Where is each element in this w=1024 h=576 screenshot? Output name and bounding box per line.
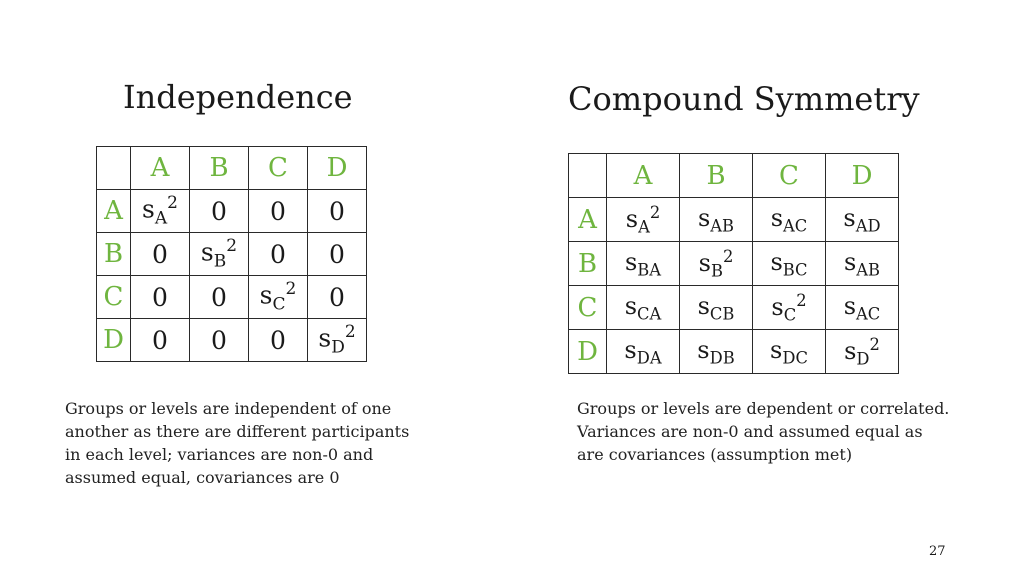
cell-superscript: 2 xyxy=(344,322,356,343)
independence-caption xyxy=(65,397,435,489)
matrix-cell xyxy=(308,233,367,276)
matrix-cell xyxy=(826,198,899,242)
table-row xyxy=(97,276,367,319)
caption-line: in each level; variances are non-0 and xyxy=(65,445,374,464)
column-header: A xyxy=(131,147,190,190)
column-header: C xyxy=(249,147,308,190)
cell-symbol: 0 xyxy=(152,239,168,269)
cell-subscript: B xyxy=(710,261,723,281)
column-header: D xyxy=(826,154,899,198)
matrix-cell xyxy=(680,286,753,330)
cell-subscript: AB xyxy=(710,216,735,236)
column-header: B xyxy=(680,154,753,198)
row-header: D xyxy=(97,319,131,362)
matrix-cell xyxy=(131,276,190,319)
row-header: B xyxy=(569,242,607,286)
table-row xyxy=(569,198,899,242)
cell-superscript: 2 xyxy=(869,334,880,354)
cell-symbol: s xyxy=(259,280,273,310)
caption-line: Groups or levels are dependent or correlated. xyxy=(577,399,950,418)
cell-superscript: 2 xyxy=(796,290,807,310)
caption-line: are covariances (assumption met) xyxy=(577,445,853,464)
cell-symbol: s xyxy=(770,203,784,232)
cell-symbol: s xyxy=(624,291,638,320)
row-header: C xyxy=(569,286,607,330)
matrix-cell xyxy=(249,190,308,233)
compound-symmetry-caption xyxy=(577,397,977,466)
cell-symbol: s xyxy=(624,247,638,276)
cell-symbol: 0 xyxy=(270,196,286,226)
cell-subscript: AC xyxy=(856,304,881,324)
table-row xyxy=(569,242,899,286)
caption-line: assumed equal, covariances are 0 xyxy=(65,468,340,487)
cell-symbol: s xyxy=(625,204,639,233)
cell-symbol: s xyxy=(771,292,784,321)
matrix-cell xyxy=(190,319,249,362)
row-header: D xyxy=(569,330,607,374)
cell-symbol: 0 xyxy=(329,239,345,269)
matrix-cell xyxy=(308,190,367,233)
cell-subscript: CB xyxy=(709,304,735,324)
column-header: D xyxy=(308,147,367,190)
table-row xyxy=(569,286,899,330)
matrix-cell xyxy=(753,330,826,374)
cell-symbol: s xyxy=(624,335,637,364)
cell-symbol: 0 xyxy=(329,282,345,312)
row-header: A xyxy=(569,198,607,242)
matrix-cell xyxy=(753,286,826,330)
cell-superscript: 2 xyxy=(285,279,297,300)
cell-subscript: C xyxy=(783,305,797,325)
cell-symbol: 0 xyxy=(211,325,227,355)
table-row xyxy=(97,233,367,276)
matrix-cell xyxy=(826,242,899,286)
corner-cell xyxy=(97,147,131,190)
matrix-cell xyxy=(249,233,308,276)
row-header: A xyxy=(97,190,131,233)
cell-superscript: 2 xyxy=(722,246,734,266)
cell-symbol: s xyxy=(843,203,856,232)
page-number: 27 xyxy=(929,544,946,559)
cell-superscript: 2 xyxy=(649,202,661,222)
caption-line: another as there are different participants xyxy=(65,422,410,441)
corner-cell xyxy=(569,154,607,198)
cell-subscript: A xyxy=(154,208,168,229)
cell-superscript: 2 xyxy=(167,193,178,214)
cell-symbol: 0 xyxy=(152,325,168,355)
cell-symbol: s xyxy=(844,336,857,365)
independence-matrix xyxy=(96,146,367,362)
header-row xyxy=(97,147,367,190)
cell-symbol: 0 xyxy=(152,282,168,312)
cell-symbol: s xyxy=(770,247,783,276)
cell-symbol: s xyxy=(697,291,710,320)
independence-title: Independence xyxy=(123,78,353,116)
cell-symbol: s xyxy=(697,335,710,364)
cell-symbol: s xyxy=(770,335,783,364)
cell-superscript: 2 xyxy=(226,236,238,257)
matrix-cell xyxy=(190,190,249,233)
matrix-cell xyxy=(680,198,753,242)
caption-line: Groups or levels are independent of one xyxy=(65,399,392,418)
matrix-cell xyxy=(607,330,680,374)
matrix-cell xyxy=(680,242,753,286)
matrix-cell xyxy=(826,330,899,374)
row-header: B xyxy=(97,233,131,276)
cell-symbol: s xyxy=(698,248,711,277)
matrix-cell xyxy=(680,330,753,374)
cell-symbol: 0 xyxy=(270,325,286,355)
cell-subscript: CA xyxy=(637,304,662,324)
cell-symbol: s xyxy=(318,323,332,353)
matrix-cell xyxy=(249,319,308,362)
compound-symmetry-title: Compound Symmetry xyxy=(568,80,920,118)
matrix-cell xyxy=(190,276,249,319)
matrix-cell xyxy=(607,198,680,242)
cell-symbol: s xyxy=(843,291,857,320)
table-row xyxy=(97,190,367,233)
cell-symbol: 0 xyxy=(329,196,345,226)
matrix-cell xyxy=(826,286,899,330)
table-row xyxy=(569,330,899,374)
cell-subscript: DA xyxy=(636,348,662,368)
cell-symbol: 0 xyxy=(211,196,227,226)
cell-subscript: B xyxy=(213,251,227,272)
cell-subscript: AB xyxy=(856,260,881,280)
cell-subscript: AD xyxy=(855,216,881,236)
cell-subscript: C xyxy=(272,294,286,315)
matrix-cell xyxy=(190,233,249,276)
matrix-cell xyxy=(131,233,190,276)
column-header: A xyxy=(607,154,680,198)
cell-symbol: s xyxy=(843,247,857,276)
row-header: C xyxy=(97,276,131,319)
cell-subscript: A xyxy=(638,217,650,237)
matrix-cell xyxy=(308,319,367,362)
cell-subscript: BC xyxy=(782,260,808,280)
column-header: C xyxy=(753,154,826,198)
table-row xyxy=(97,319,367,362)
cell-symbol: s xyxy=(142,194,155,224)
cell-subscript: D xyxy=(856,349,870,369)
matrix-cell xyxy=(131,190,190,233)
cell-subscript: D xyxy=(331,337,345,358)
matrix-cell xyxy=(607,242,680,286)
cell-subscript: DC xyxy=(782,348,808,368)
matrix-cell xyxy=(753,242,826,286)
matrix-cell xyxy=(131,319,190,362)
cell-subscript: DB xyxy=(709,348,735,368)
cell-symbol: 0 xyxy=(211,282,227,312)
column-header: B xyxy=(190,147,249,190)
cell-symbol: s xyxy=(200,237,214,267)
header-row xyxy=(569,154,899,198)
compound-symmetry-matrix xyxy=(568,153,899,374)
matrix-cell xyxy=(607,286,680,330)
matrix-cell xyxy=(753,198,826,242)
cell-symbol: s xyxy=(697,203,711,232)
matrix-cell xyxy=(308,276,367,319)
matrix-cell xyxy=(249,276,308,319)
cell-subscript: AC xyxy=(783,216,808,236)
caption-line: Variances are non-0 and assumed equal as xyxy=(577,422,923,441)
cell-subscript: BA xyxy=(637,260,662,280)
cell-symbol: 0 xyxy=(270,239,286,269)
